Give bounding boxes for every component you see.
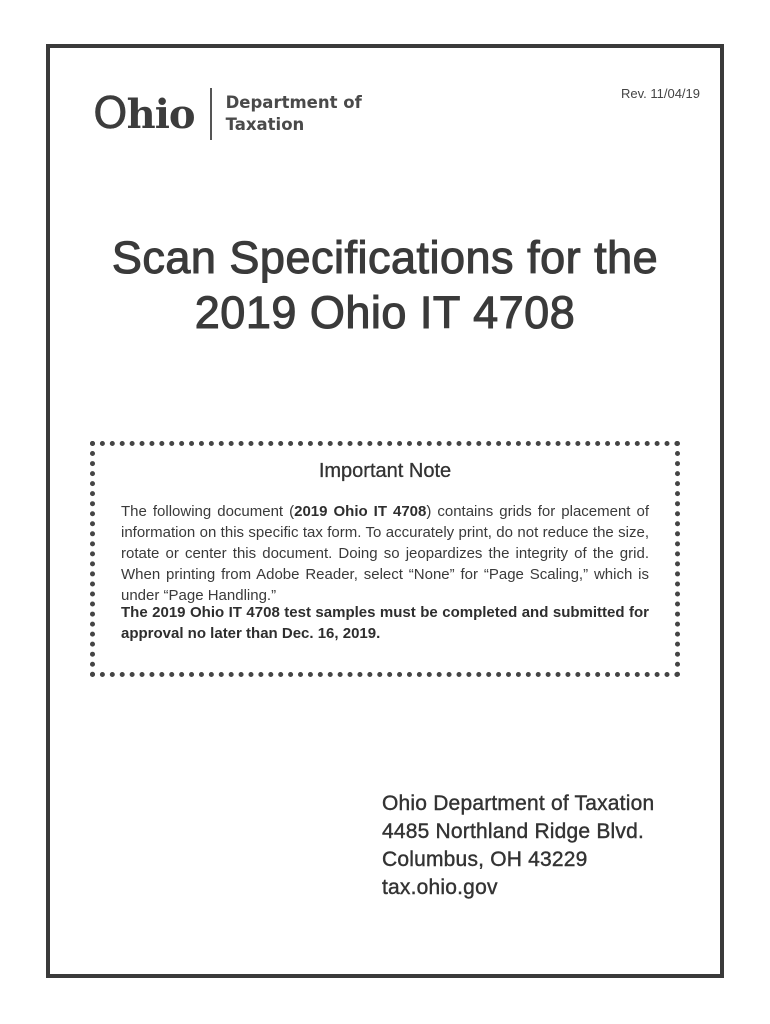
- important-note-deadline: The 2019 Ohio IT 4708 test samples must be completed and submitted for approval no later than Dec. 16, 2019.: [121, 604, 649, 642]
- department-name-line2: Taxation: [225, 115, 305, 134]
- page-frame: [46, 44, 724, 978]
- address-line-website: tax.ohio.gov: [382, 876, 498, 899]
- address-line-city: Columbus, OH 43229: [382, 848, 588, 871]
- ohio-wordmark: [93, 88, 195, 139]
- note-body-part2: ) contains grids for placement of information on this specific tax form. To accurately print, do not reduce the size, rotate or center this document. Doing so jeopardizes the integrity of the grid. When printing from Adobe Reader, select “None” for “Page Scaling,” which is under “Page Handling.”: [121, 503, 649, 604]
- logo-divider: [210, 88, 212, 140]
- document-title-line2: 2019 Ohio IT 4708: [194, 287, 576, 338]
- ohio-wordmark-o: O: [93, 88, 127, 139]
- revision-date: Rev. 11/04/19: [620, 86, 700, 101]
- document-title-line1: Scan Specifications for the: [111, 232, 659, 283]
- note-body-form-name: 2019 Ohio IT 4708: [294, 503, 427, 520]
- department-name: [226, 92, 362, 136]
- address-line-street: 4485 Northland Ridge Blvd.: [382, 820, 645, 843]
- important-note-heading: Important Note: [318, 460, 452, 482]
- address-line-org: Ohio Department of Taxation: [382, 792, 655, 815]
- ohio-wordmark-rest: hio: [126, 91, 195, 138]
- mailing-address: [382, 790, 654, 902]
- department-name-line1: Department of: [225, 93, 362, 112]
- ohio-logo: [93, 86, 362, 142]
- important-note-box: [90, 441, 680, 677]
- important-note-body: [121, 501, 649, 606]
- document-title: [50, 230, 720, 340]
- note-body-part1: The following document (: [121, 503, 295, 520]
